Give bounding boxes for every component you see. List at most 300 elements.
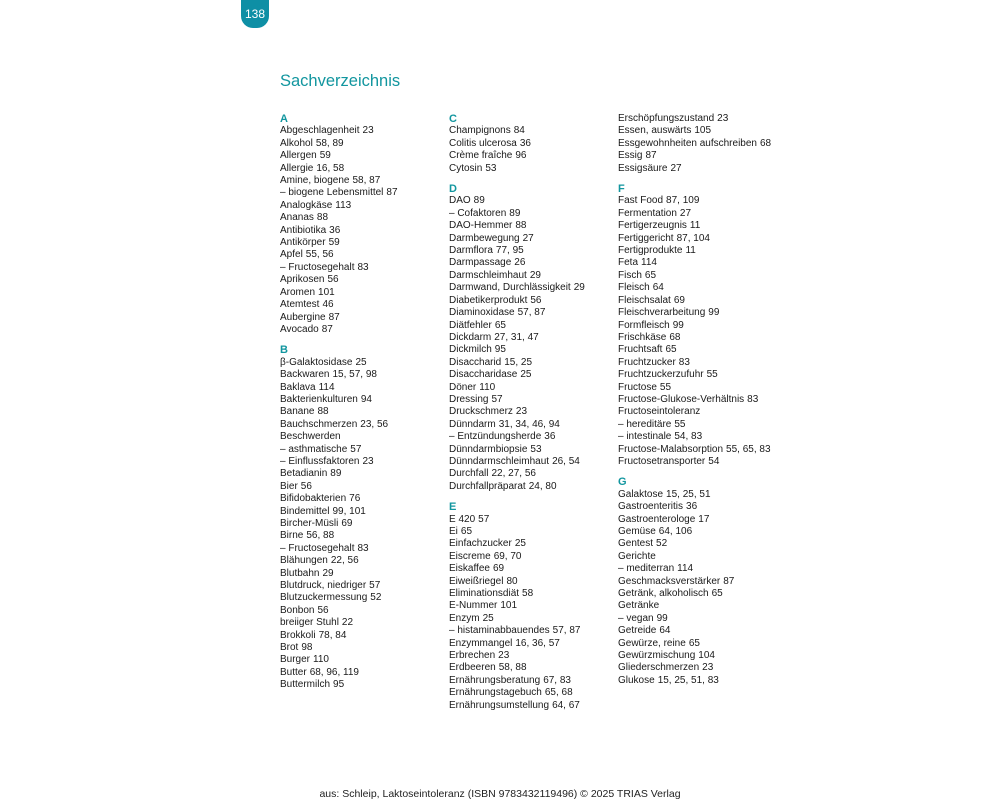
entry-pages: 83 (678, 356, 690, 368)
entry-pages: 31, 34, 46, 94 (498, 418, 560, 430)
entry-term: DAO-Hemmer (449, 220, 513, 232)
section-letter: D (449, 183, 457, 196)
index-entry (618, 382, 783, 394)
entry-term: Analogkäse (280, 199, 333, 211)
index-entry (618, 563, 783, 575)
entry-term: – Cofaktoren (449, 207, 507, 219)
index-entry (280, 274, 445, 286)
index-column-2 (449, 113, 614, 720)
index-entry (449, 344, 614, 356)
entry-pages: 27, 31, 47 (494, 331, 539, 343)
entry-term: Essigsäure (618, 162, 668, 174)
entry-pages: 23 (362, 455, 374, 467)
index-entry (449, 208, 614, 220)
entry-term: Avocado (280, 323, 319, 335)
entry-term: Aprikosen (280, 274, 325, 286)
index-entry (618, 138, 783, 150)
index-section (280, 113, 445, 336)
entry-term: Durchfall (449, 468, 489, 480)
section-letter: G (618, 476, 627, 489)
entry-term: Essig (618, 150, 643, 162)
index-entry (280, 605, 445, 617)
index-entry (280, 493, 445, 505)
entry-pages: 25 (514, 538, 526, 550)
index-entry (618, 270, 783, 282)
entry-term: Druckschmerz (449, 406, 513, 418)
entry-pages: 36 (329, 224, 341, 236)
entry-pages: 15, 25, 51, 83 (657, 674, 719, 686)
index-entry (449, 394, 614, 406)
index-entry (280, 506, 445, 518)
entry-pages: 55 (659, 381, 672, 393)
entry-pages: 29 (322, 567, 334, 579)
section-letter: C (449, 113, 457, 125)
entry-pages: 114 (641, 257, 657, 269)
index-section (449, 501, 614, 712)
entry-term: breiiger Stuhl (280, 617, 339, 629)
index-section (449, 183, 614, 493)
entry-pages: 56 (530, 294, 542, 306)
entry-pages: 25 (355, 356, 367, 368)
entry-pages: 68, 96, 119 (309, 666, 359, 678)
entry-term: Fruchtzuckerzufuhr (618, 369, 704, 381)
entry-term: Champignons (449, 125, 511, 137)
index-entry (280, 555, 445, 567)
entry-pages: 11 (689, 220, 701, 232)
entry-pages: 105 (694, 125, 712, 137)
index-entry (618, 208, 783, 220)
index-section (618, 113, 783, 175)
entry-term: – vegan (618, 612, 654, 624)
index-entry (449, 456, 614, 468)
entry-pages: 57 (478, 513, 490, 525)
entry-pages: 16, 58 (316, 162, 345, 174)
index-entry (449, 444, 614, 456)
entry-pages: 24, 80 (528, 480, 557, 492)
index-entry (618, 320, 783, 332)
index-entry (618, 431, 783, 443)
entry-term: Bakterienkulturen (280, 393, 358, 405)
entry-pages: 64 (659, 625, 671, 637)
index-entry (618, 638, 783, 650)
entry-pages: 104 (698, 650, 715, 662)
entry-term: Atemtest (280, 299, 320, 311)
entry-pages: 99 (672, 319, 684, 331)
entry-term: Dünndarm (449, 418, 496, 430)
entry-term: Blutzuckermessung (280, 592, 368, 604)
entry-term: Antibiotika (280, 224, 327, 236)
entry-term: Burger (280, 654, 311, 666)
index-entry (280, 617, 445, 629)
index-entry (449, 406, 614, 418)
entry-pages: 56 (327, 274, 339, 286)
index-entry (449, 481, 614, 493)
index-entry (618, 514, 783, 526)
index-entry (280, 394, 445, 406)
entry-pages: 16, 36, 57 (515, 637, 560, 649)
entry-pages: 64 (652, 282, 664, 294)
index-entry (449, 150, 614, 162)
entry-pages: 65 (494, 319, 506, 331)
index-entry (449, 538, 614, 550)
entry-pages: 58, 89 (315, 137, 344, 149)
entry-pages: 23, 56 (360, 418, 389, 430)
entry-pages: 76 (349, 493, 361, 505)
entry-pages: 23 (515, 406, 528, 418)
index-entry (280, 175, 445, 187)
entry-pages: 29 (573, 282, 585, 294)
index-entry (449, 245, 614, 257)
entry-pages: 64, 67 (552, 699, 580, 711)
index-entry (618, 295, 783, 307)
entry-term: E 420 (449, 513, 476, 525)
index-entry (280, 654, 445, 666)
index-entry (618, 613, 783, 625)
entry-pages: 65 (711, 588, 723, 600)
index-entry (618, 369, 783, 381)
entry-pages: 54, 83 (674, 431, 703, 443)
index-entry (280, 580, 445, 592)
entry-term: Ernährungstagebuch (449, 687, 542, 699)
index-entry (449, 588, 614, 600)
section-letter: A (280, 113, 288, 125)
entry-pages: 55 (674, 418, 686, 430)
entry-term: – mediterran (618, 563, 675, 575)
entry-pages: 113 (335, 199, 352, 211)
entry-term: Ei (449, 526, 458, 537)
entry-term: Darmpassage (449, 257, 512, 269)
index-entry (449, 700, 614, 712)
index-entry (449, 233, 614, 245)
entry-pages: 55, 65, 83 (726, 443, 771, 455)
entry-pages: 22 (341, 617, 354, 629)
entry-pages: 88 (317, 406, 329, 418)
index-section (280, 344, 445, 691)
index-entry (618, 332, 783, 344)
entry-term: Abgeschlagenheit (280, 125, 360, 137)
entry-pages: 15, 25 (504, 356, 533, 368)
index-entry (618, 444, 783, 456)
entry-term: Enzym (449, 612, 480, 624)
entry-term: Eiscreme (449, 550, 491, 562)
entry-pages: 53 (530, 443, 542, 455)
entry-term: Darmbewegung (449, 232, 520, 244)
index-entry (618, 150, 783, 162)
index-entry (618, 551, 783, 563)
entry-term: Fruchtzucker (618, 356, 676, 368)
entry-term: Fermentation (618, 207, 677, 219)
entry-pages: 94 (360, 393, 372, 405)
entry-pages: 110 (313, 654, 329, 666)
entry-term: Antikörper (280, 237, 326, 249)
entry-pages: 87 (386, 187, 398, 199)
entry-pages: 95 (494, 344, 506, 356)
entry-pages: 56 (300, 480, 312, 492)
entry-term: – Fructosegehalt (280, 261, 355, 273)
entry-term: Butter (280, 666, 307, 678)
entry-pages: 15, 25, 51 (666, 488, 711, 500)
entry-term: Getränk, alkoholisch (618, 588, 709, 600)
entry-term: Fertigprodukte (618, 245, 683, 257)
index-entry (449, 419, 614, 431)
entry-term: Gentest (618, 538, 654, 550)
index-entry (280, 431, 445, 443)
index-entry (449, 270, 614, 282)
entry-term: – histaminabbauendes (449, 625, 550, 637)
entry-pages: 17 (698, 513, 710, 525)
entry-term: – Entzündungsherde (449, 431, 542, 443)
index-entry (618, 406, 783, 418)
index-entry (449, 662, 614, 674)
entry-term: Blutdruck, niedriger (280, 580, 367, 592)
entry-pages: 23 (498, 650, 510, 662)
entry-pages: 27 (679, 207, 692, 219)
entry-pages: 22, 56 (330, 555, 359, 567)
entry-pages: 65 (665, 344, 677, 356)
entry-term: Fleisch (618, 282, 650, 294)
index-entry (449, 675, 614, 687)
entry-pages: 25 (520, 369, 532, 381)
entry-term: Ernährungsberatung (449, 674, 541, 686)
entry-pages: 22, 27, 56 (491, 468, 536, 480)
entry-term: Enzymmangel (449, 637, 513, 649)
entry-term: Fructoseintoleranz (618, 406, 701, 418)
entry-term: Getränke (618, 600, 660, 612)
index-entry (280, 530, 445, 542)
entry-term: Allergie (280, 162, 314, 174)
index-entry (280, 382, 445, 394)
entry-term: Dickdarm (449, 331, 492, 343)
index-entry (449, 125, 614, 137)
entry-pages: 69 (673, 294, 685, 306)
index-entry (449, 551, 614, 563)
entry-term: Feta (618, 257, 639, 269)
entry-term: Fructose (618, 381, 657, 393)
entry-term: Backwaren (280, 369, 330, 381)
entry-pages: 87 (328, 311, 340, 323)
entry-pages: 88 (515, 220, 527, 232)
index-entry (449, 514, 614, 526)
index-entry (449, 332, 614, 344)
entry-pages: 88 (316, 212, 329, 224)
entry-term: – intestinale (618, 431, 672, 443)
entry-pages: 65, 68 (544, 687, 573, 699)
entry-pages: 11 (685, 245, 696, 257)
index-section (618, 476, 783, 687)
page-number-badge: 138 (241, 0, 269, 28)
entry-pages: 55 (706, 369, 718, 381)
entry-term: β-Galaktosidase (280, 356, 353, 368)
entry-pages: 67, 83 (543, 674, 571, 686)
entry-pages: 25 (482, 612, 494, 624)
entry-pages: 15, 57, 98 (332, 369, 377, 381)
entry-term: Dünndarmbiopsie (449, 443, 528, 455)
entry-term: Buttermilch (280, 679, 331, 691)
entry-pages: 56 (317, 604, 329, 616)
index-entry (449, 431, 614, 443)
entry-pages: 36 (686, 501, 698, 513)
source-footer: aus: Schleip, Laktoseintoleranz (ISBN 9783432119496) © 2025 TRIAS Verlag (319, 788, 681, 800)
entry-pages: 69 (492, 563, 505, 575)
entry-term: Glukose (618, 674, 655, 686)
entry-term: Aubergine (280, 311, 326, 323)
entry-pages: 89 (330, 468, 342, 480)
entry-term: Fructose-Malabsorption (618, 443, 724, 455)
entry-pages: 52 (656, 538, 668, 550)
index-entry (280, 312, 445, 324)
entry-pages: 55, 56 (305, 249, 334, 261)
entry-pages: 64, 106 (658, 526, 693, 537)
index-entry (618, 307, 783, 319)
index-entry (280, 481, 445, 493)
entry-term: Gliederschmerzen (618, 662, 700, 674)
entry-pages: 87, 104 (676, 232, 710, 244)
index-entry (618, 456, 783, 468)
entry-term: Ernährungsumstellung (449, 699, 550, 711)
index-entry (618, 257, 783, 269)
index-entry (449, 295, 614, 307)
entry-pages: 53 (485, 162, 497, 174)
entry-pages: 83 (747, 393, 759, 405)
index-section (618, 183, 783, 468)
entry-term: Baklava (280, 381, 316, 393)
entry-pages: 77, 95 (495, 245, 524, 257)
entry-pages: 57, 87 (517, 307, 546, 319)
entry-term: Gerichte (618, 550, 656, 562)
entry-term: Erbrechen (449, 650, 496, 662)
entry-pages: 58, 87 (352, 175, 381, 187)
entry-pages: 46 (322, 299, 334, 311)
index-entry (618, 526, 783, 538)
entry-term: Fleischverarbeitung (618, 307, 706, 319)
index-entry (280, 592, 445, 604)
index-entry (449, 600, 614, 612)
entry-pages: 65 (644, 269, 657, 281)
entry-pages: 98 (301, 642, 313, 654)
index-entry (618, 125, 783, 137)
entry-term: Brokkoli (280, 629, 316, 641)
entry-term: Apfel (280, 249, 303, 261)
entry-term: Betadianin (280, 468, 328, 480)
entry-term: Erschöpfungszustand (618, 113, 715, 124)
entry-term: Crème fraîche (449, 150, 513, 162)
entry-term: Gewürzmischung (618, 650, 696, 662)
entry-pages: 114 (677, 563, 694, 575)
entry-pages: 52 (370, 592, 382, 604)
index-entry (280, 667, 445, 679)
entry-term: Brot (280, 642, 299, 654)
entry-term: Disaccharid (449, 356, 502, 368)
entry-term: – biogene Lebensmittel (280, 187, 384, 199)
index-entry (618, 576, 783, 588)
entry-pages: 58, 88 (498, 662, 527, 674)
entry-term: – asthmatische (280, 443, 348, 455)
entry-pages: 23 (362, 125, 374, 137)
index-entry (618, 163, 783, 175)
entry-pages: 23 (702, 662, 714, 674)
entry-term: Döner (449, 381, 477, 393)
index-entry (280, 518, 445, 530)
entry-term: Disaccharidase (449, 369, 518, 381)
entry-pages: 26, 54 (552, 455, 580, 467)
entry-term: Erdbeeren (449, 662, 496, 674)
index-entry (449, 282, 614, 294)
entry-term: – Fructosegehalt (280, 542, 355, 554)
entry-term: Diabetikerprodukt (449, 294, 528, 306)
index-entry (280, 419, 445, 431)
entry-pages: 89 (473, 195, 485, 207)
section-letter: F (618, 183, 625, 196)
entry-term: Galaktose (618, 488, 664, 500)
index-entry (280, 568, 445, 580)
entry-term: Fertiggericht (618, 232, 674, 244)
entry-pages: 36 (544, 431, 556, 443)
entry-term: Allergen (280, 150, 317, 162)
entry-term: Ananas (280, 212, 314, 224)
index-entry (618, 675, 783, 687)
entry-term: Bauchschmerzen (280, 418, 358, 430)
entry-pages: 68 (759, 137, 772, 149)
entry-pages: 59 (328, 237, 340, 249)
index-entry (280, 287, 445, 299)
entry-pages: 54 (708, 455, 720, 467)
index-entry (618, 195, 783, 207)
entry-term: Blähungen (280, 555, 328, 567)
index-entry (618, 394, 783, 406)
entry-term: DAO (449, 195, 471, 207)
entry-pages: 56, 88 (306, 530, 335, 542)
index-entry (449, 625, 614, 637)
index-entry (449, 613, 614, 625)
entry-term: Bindemittel (280, 505, 330, 517)
entry-term: Amine, biogene (280, 175, 350, 187)
index-entry (280, 200, 445, 212)
entry-term: Darmschleimhaut (449, 269, 527, 281)
entry-term: Beschwerden (280, 431, 341, 443)
index-entry (618, 489, 783, 501)
entry-term: Eiweißriegel (449, 575, 504, 587)
index-entry (280, 138, 445, 150)
entry-term: Essgewohnheiten aufschreiben (618, 137, 757, 149)
index-entry (280, 262, 445, 274)
index-entry (618, 282, 783, 294)
index-entry (618, 501, 783, 513)
entry-pages: 87 (645, 150, 657, 162)
entry-pages: 26 (514, 257, 526, 269)
entry-pages: 65 (688, 637, 700, 649)
entry-term: Einfachzucker (449, 538, 512, 550)
entry-pages: 23 (717, 113, 729, 124)
index-entry (449, 357, 614, 369)
entry-term: Geschmacksverstärker (618, 575, 721, 587)
entry-term: Fleischsalat (618, 294, 671, 306)
entry-term: Bifidobakterien (280, 493, 347, 505)
entry-pages: 68 (669, 331, 681, 343)
index-entry (618, 650, 783, 662)
index-entry (618, 113, 783, 125)
index-entry (280, 406, 445, 418)
index-entry (449, 576, 614, 588)
entry-term: Darmflora (449, 245, 493, 257)
entry-pages: 99 (708, 307, 720, 319)
index-entry (618, 662, 783, 674)
entry-pages: 69 (341, 518, 353, 529)
entry-pages: 27 (522, 232, 534, 244)
entry-pages: 58 (522, 588, 534, 600)
entry-pages: 83 (357, 542, 369, 554)
page-title: Sachverzeichnis (280, 72, 401, 90)
index-entry (449, 526, 614, 538)
